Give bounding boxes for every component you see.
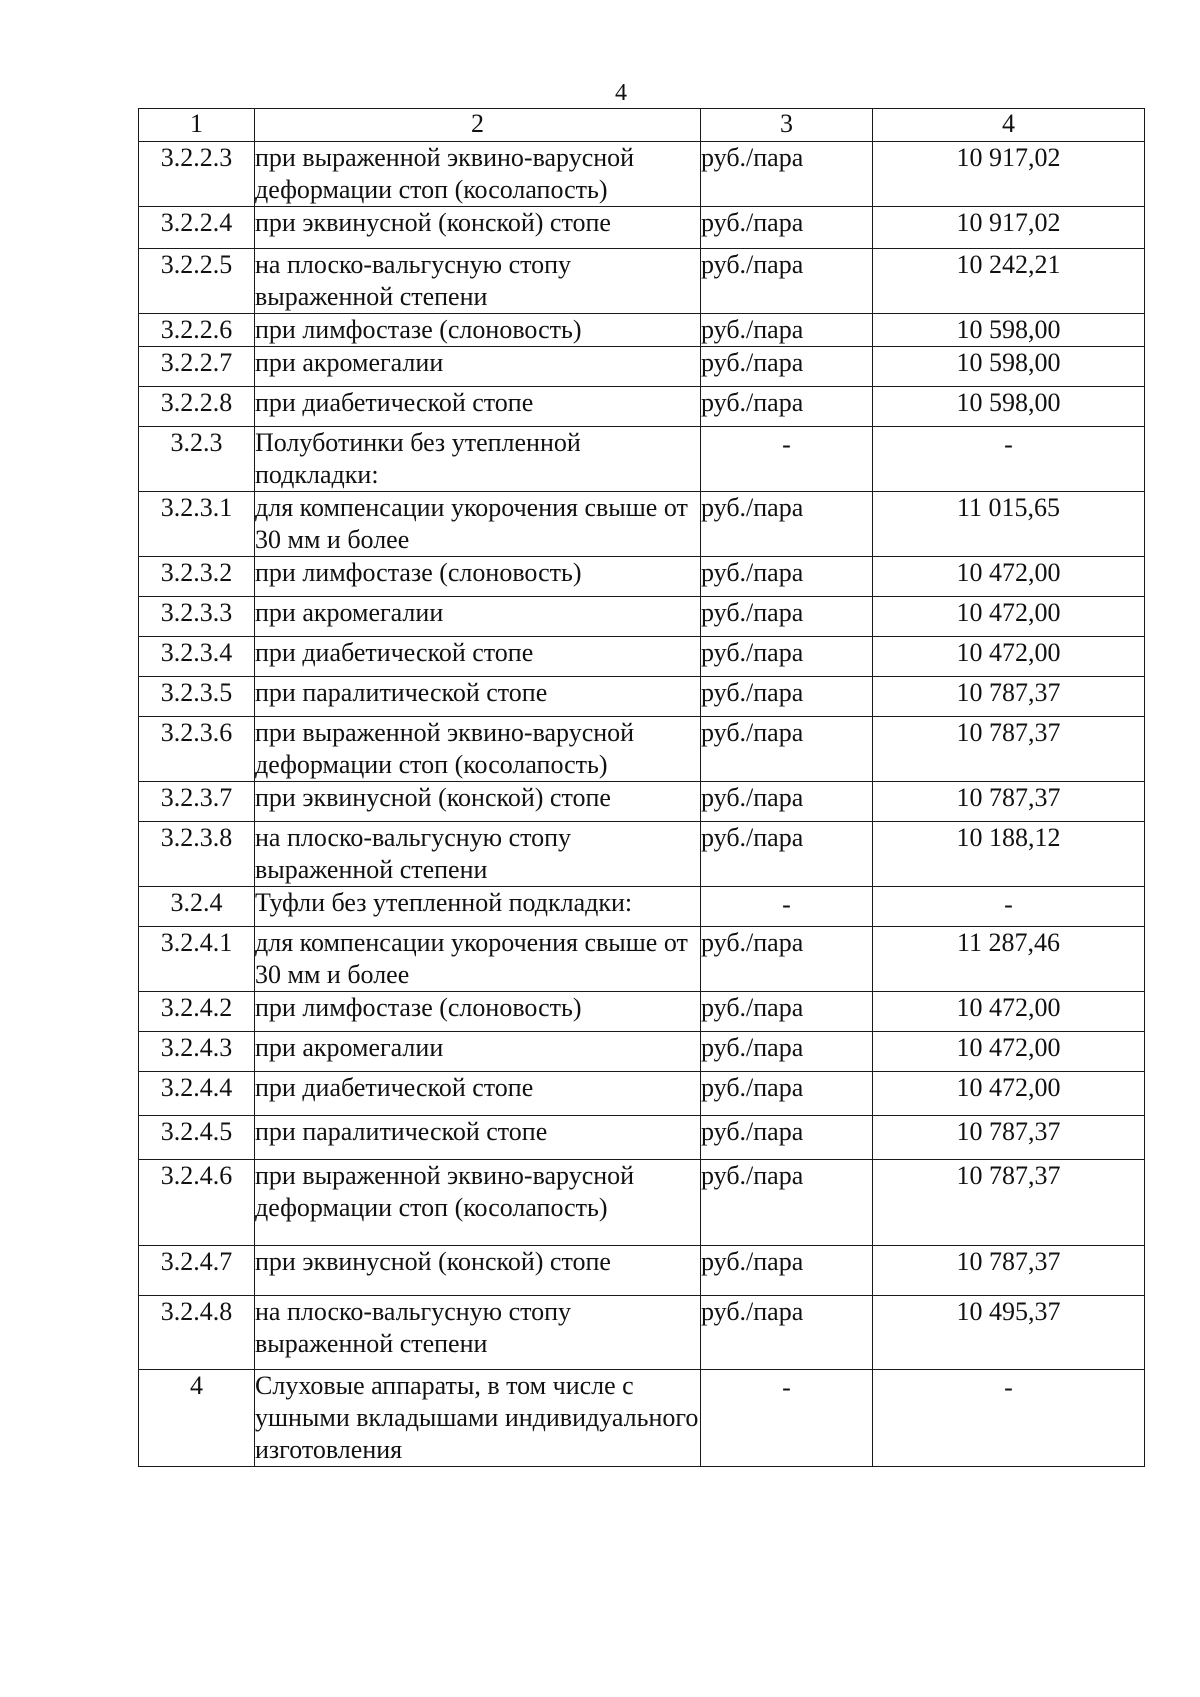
row-name: при лимфостазе (слоновость) xyxy=(255,314,701,347)
row-price: - xyxy=(873,1370,1145,1467)
row-code: 3.2.3.2 xyxy=(139,557,255,597)
row-price: 10 787,37 xyxy=(873,1116,1145,1160)
row-price: 10 598,00 xyxy=(873,347,1145,387)
row-name: при лимфостазе (слоновость) xyxy=(255,557,701,597)
row-name: для компенсации укорочения свыше от 30 мм и более xyxy=(255,927,701,992)
table-row xyxy=(139,992,1145,1032)
row-unit: руб./пара xyxy=(701,387,873,427)
row-name: Туфли без утепленной подкладки: xyxy=(255,887,701,927)
table-row xyxy=(139,597,1145,637)
row-name: при диабетической стопе xyxy=(255,387,701,427)
row-price: 10 787,37 xyxy=(873,782,1145,822)
table-row xyxy=(139,1160,1145,1246)
row-unit: руб./пара xyxy=(701,677,873,717)
row-name: при эквинусной (конской) стопе xyxy=(255,207,701,249)
table-body xyxy=(139,142,1145,1467)
row-price: 10 472,00 xyxy=(873,1032,1145,1072)
row-price: 10 188,12 xyxy=(873,822,1145,887)
table-row xyxy=(139,1246,1145,1296)
table-row xyxy=(139,387,1145,427)
row-code: 3.2.3.5 xyxy=(139,677,255,717)
row-price: 10 917,02 xyxy=(873,207,1145,249)
table-row xyxy=(139,427,1145,492)
row-code: 3.2.3.3 xyxy=(139,597,255,637)
row-code: 3.2.2.3 xyxy=(139,142,255,207)
row-price: 10 242,21 xyxy=(873,249,1145,314)
row-unit: руб./пара xyxy=(701,207,873,249)
row-unit: руб./пара xyxy=(701,347,873,387)
row-unit: руб./пара xyxy=(701,1160,873,1246)
table-row xyxy=(139,314,1145,347)
row-unit: руб./пара xyxy=(701,557,873,597)
table-row xyxy=(139,637,1145,677)
row-price: 10 495,37 xyxy=(873,1296,1145,1370)
row-unit: руб./пара xyxy=(701,717,873,782)
row-price: 10 472,00 xyxy=(873,1072,1145,1116)
row-name: при диабетической стопе xyxy=(255,1072,701,1116)
row-price: 10 472,00 xyxy=(873,992,1145,1032)
row-name: на плоско-вальгусную стопу выраженной степени xyxy=(255,249,701,314)
row-code: 3.2.4.1 xyxy=(139,927,255,992)
row-unit: руб./пара xyxy=(701,992,873,1032)
row-name: при акромегалии xyxy=(255,347,701,387)
row-code: 3.2.3.7 xyxy=(139,782,255,822)
row-unit: руб./пара xyxy=(701,597,873,637)
row-price: 10 598,00 xyxy=(873,314,1145,347)
row-unit: руб./пара xyxy=(701,1032,873,1072)
row-code: 3.2.2.6 xyxy=(139,314,255,347)
table-row xyxy=(139,1032,1145,1072)
row-price: 10 787,37 xyxy=(873,1246,1145,1296)
row-code: 3.2.3.1 xyxy=(139,492,255,557)
row-unit: - xyxy=(701,427,873,492)
table-row xyxy=(139,782,1145,822)
row-code: 3.2.3.6 xyxy=(139,717,255,782)
row-name: Полуботинки без утепленной подкладки: xyxy=(255,427,701,492)
row-unit: руб./пара xyxy=(701,782,873,822)
table-row xyxy=(139,492,1145,557)
row-code: 3.2.4.5 xyxy=(139,1116,255,1160)
row-code: 4 xyxy=(139,1370,255,1467)
row-price: 10 472,00 xyxy=(873,597,1145,637)
row-unit: руб./пара xyxy=(701,822,873,887)
row-name: при диабетической стопе xyxy=(255,637,701,677)
row-name: для компенсации укорочения свыше от 30 мм и более xyxy=(255,492,701,557)
row-name: при акромегалии xyxy=(255,597,701,637)
row-unit: руб./пара xyxy=(701,492,873,557)
header-row xyxy=(139,109,1145,142)
row-code: 3.2.4.7 xyxy=(139,1246,255,1296)
row-price: 10 917,02 xyxy=(873,142,1145,207)
row-unit: руб./пара xyxy=(701,927,873,992)
row-price: - xyxy=(873,887,1145,927)
table-header xyxy=(139,109,1145,142)
row-price: 10 472,00 xyxy=(873,637,1145,677)
table-row xyxy=(139,557,1145,597)
row-name: при паралитической стопе xyxy=(255,1116,701,1160)
row-code: 3.2.4.3 xyxy=(139,1032,255,1072)
table-row xyxy=(139,1072,1145,1116)
table-row xyxy=(139,927,1145,992)
row-code: 3.2.4.4 xyxy=(139,1072,255,1116)
table-row xyxy=(139,142,1145,207)
row-code: 3.2.3.8 xyxy=(139,822,255,887)
header-col-2: 2 xyxy=(255,109,701,142)
table-row xyxy=(139,677,1145,717)
row-code: 3.2.2.7 xyxy=(139,347,255,387)
row-price: 10 787,37 xyxy=(873,1160,1145,1246)
tariff-table xyxy=(138,108,1145,1467)
table-row xyxy=(139,1116,1145,1160)
row-name: при эквинусной (конской) стопе xyxy=(255,782,701,822)
row-price: 10 787,37 xyxy=(873,717,1145,782)
row-unit: руб./пара xyxy=(701,142,873,207)
row-code: 3.2.3 xyxy=(139,427,255,492)
row-name: на плоско-вальгусную стопу выраженной степени xyxy=(255,822,701,887)
row-name: при паралитической стопе xyxy=(255,677,701,717)
row-price: 10 598,00 xyxy=(873,387,1145,427)
row-price: 11 015,65 xyxy=(873,492,1145,557)
row-unit: - xyxy=(701,887,873,927)
row-name: при эквинусной (конской) стопе xyxy=(255,1246,701,1296)
table-row xyxy=(139,1296,1145,1370)
row-price: 10 787,37 xyxy=(873,677,1145,717)
table-row xyxy=(139,249,1145,314)
page-number: 4 xyxy=(615,80,627,106)
row-name: при лимфостазе (слоновость) xyxy=(255,992,701,1032)
row-code: 3.2.2.4 xyxy=(139,207,255,249)
row-code: 3.2.4.6 xyxy=(139,1160,255,1246)
row-code: 3.2.2.5 xyxy=(139,249,255,314)
row-price: 11 287,46 xyxy=(873,927,1145,992)
table-row xyxy=(139,822,1145,887)
table-row xyxy=(139,347,1145,387)
row-name: при выраженной эквино-варусной деформации стоп (косолапость) xyxy=(255,717,701,782)
row-price: 10 472,00 xyxy=(873,557,1145,597)
row-name: при акромегалии xyxy=(255,1032,701,1072)
table-row xyxy=(139,207,1145,249)
row-unit: руб./пара xyxy=(701,314,873,347)
row-name: при выраженной эквино-варусной деформации стоп (косолапость) xyxy=(255,142,701,207)
table-row xyxy=(139,717,1145,782)
row-unit: руб./пара xyxy=(701,637,873,677)
header-col-1: 1 xyxy=(139,109,255,142)
row-unit: руб./пара xyxy=(701,1246,873,1296)
header-col-4: 4 xyxy=(873,109,1145,142)
row-unit: руб./пара xyxy=(701,249,873,314)
table-row xyxy=(139,887,1145,927)
row-name: при выраженной эквино-варусной деформации стоп (косолапость) xyxy=(255,1160,701,1246)
row-code: 3.2.3.4 xyxy=(139,637,255,677)
row-code: 3.2.2.8 xyxy=(139,387,255,427)
row-unit: руб./пара xyxy=(701,1116,873,1160)
row-unit: - xyxy=(701,1370,873,1467)
table-row xyxy=(139,1370,1145,1467)
row-unit: руб./пара xyxy=(701,1072,873,1116)
row-code: 3.2.4 xyxy=(139,887,255,927)
row-unit: руб./пара xyxy=(701,1296,873,1370)
row-name: Слуховые аппараты, в том числе с ушными вкладышами индивидуального изготовления xyxy=(255,1370,701,1467)
row-code: 3.2.4.8 xyxy=(139,1296,255,1370)
header-col-3: 3 xyxy=(701,109,873,142)
row-name: на плоско-вальгусную стопу выраженной степени xyxy=(255,1296,701,1370)
row-code: 3.2.4.2 xyxy=(139,992,255,1032)
row-price: - xyxy=(873,427,1145,492)
